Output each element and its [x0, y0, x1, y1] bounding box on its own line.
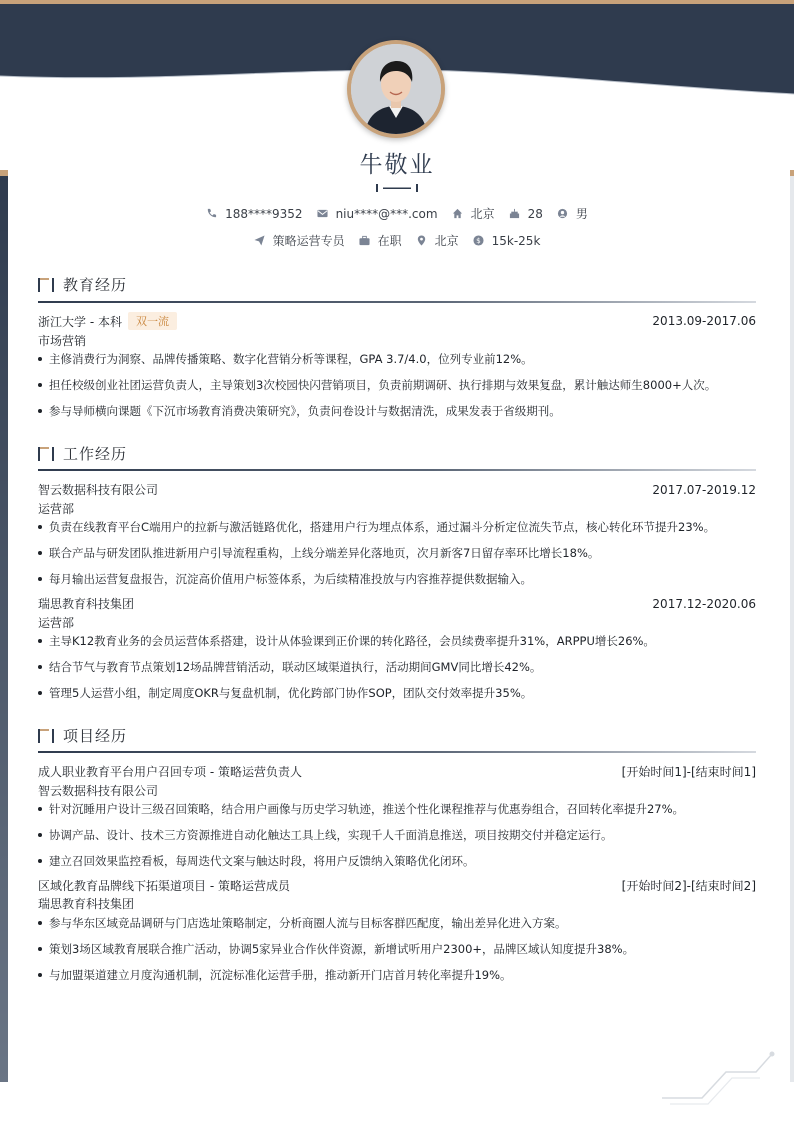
bullet-dot-icon	[38, 577, 42, 581]
list-item: 协调产品、设计、技术三方资源推进自动化触达工具上线，实现千人千面消息推送，项目按期交付并稳定运行。	[38, 827, 758, 843]
intent-position: 策略运营专员	[254, 232, 345, 249]
contact-info-row	[0, 205, 794, 222]
list-item: 针对沉睡用户设计三级召回策略，结合用户画像与历史学习轨迹，推送个性化课程推荐与优惠券组合，召回转化率提升27%。	[38, 801, 758, 817]
left-border-decoration	[0, 170, 8, 1082]
bullet-dot-icon	[38, 691, 42, 695]
bullet-dot-icon	[38, 551, 42, 555]
list-item: 策划3场区域教育展联合推广活动，协调5家异业合作伙伴资源，新增试听用户2300+，品牌区域认知度提升38%。	[38, 941, 758, 957]
bullet-dot-icon	[38, 921, 42, 925]
list-item: 联合产品与研发团队推进新用户引导流程重构，上线分端差异化落地页，次月新客7日留存率环比增长18%。	[38, 545, 758, 561]
project-period: [开始时间2]-[结束时间2]	[621, 879, 756, 893]
section-mark-icon	[38, 447, 54, 461]
home-icon	[452, 208, 463, 219]
list-item: 参与导师横向课题《下沉市场教育消费决策研究》，负责问卷设计与数据清洗，成果发表于省级期刊。	[38, 403, 758, 419]
contact-phone: 188****9352	[206, 207, 302, 221]
list-item: 每月输出运营复盘报告，沉淀高价值用户标签体系，为后续精准投放与内容推荐提供数据输入。	[38, 571, 758, 587]
contact-gender: 男	[557, 205, 588, 222]
bullet-dot-icon	[38, 525, 42, 529]
intent-status: 在职	[359, 232, 402, 249]
job-department: 运营部	[38, 616, 75, 630]
section-title-education: 教育经历	[38, 274, 127, 295]
job-intent-row	[0, 232, 794, 249]
money-icon	[473, 235, 484, 246]
company-name: 智云数据科技有限公司	[38, 483, 159, 497]
bullet-dot-icon	[38, 807, 42, 811]
project-organization: 智云数据科技有限公司	[38, 784, 159, 798]
section-mark-icon	[38, 729, 54, 743]
bullet-dot-icon	[38, 833, 42, 837]
company-name: 瑞思教育科技集团	[38, 597, 135, 611]
right-border-decoration	[790, 170, 794, 1082]
bullet-dot-icon	[38, 665, 42, 669]
list-item: 建立召回效果监控看板，每周迭代文案与触达时段，将用户反馈纳入策略优化闭环。	[38, 853, 758, 869]
send-icon	[254, 235, 265, 246]
job-department: 运营部	[38, 502, 75, 516]
bullet-dot-icon	[38, 383, 42, 387]
section-title-projects: 项目经历	[38, 725, 127, 746]
section-divider	[38, 301, 756, 303]
briefcase-icon	[359, 235, 370, 246]
avatar	[351, 44, 441, 134]
list-item: 主修消费行为洞察、品牌传播策略、数字化营销分析等课程，GPA 3.7/4.0，位列专业前12%。	[38, 351, 758, 367]
job-period: 2017.12-2020.06	[652, 596, 756, 611]
project-organization: 瑞思教育科技集团	[38, 897, 135, 911]
job-period: 2017.07-2019.12	[652, 482, 756, 497]
job-header	[38, 481, 756, 498]
intent-city: 北京	[416, 232, 459, 249]
contact-city: 北京	[452, 205, 495, 222]
svg-text:$: $	[475, 236, 481, 246]
contact-email: niu****@***.com	[317, 207, 438, 221]
list-item: 结合节气与教育节点策划12场品牌营销活动，联动区域渠道执行，活动期间GMV同比增长42%。	[38, 659, 758, 675]
phone-icon	[206, 208, 217, 219]
bullet-dot-icon	[38, 357, 42, 361]
project-name: 区域化教育品牌线下拓渠道项目 - 策略运营成员	[38, 879, 290, 893]
gender-icon	[557, 208, 568, 219]
list-item: 主导K12教育业务的会员运营体系搭建，设计从体验课到正价课的转化路径，会员续费率提升31%，ARPPU增长26%。	[38, 633, 758, 649]
list-item: 管理5人运营小组，制定周度OKR与复盘机制，优化跨部门协作SOP，团队交付效率提升35%。	[38, 685, 758, 701]
project-header	[38, 763, 756, 780]
list-item: 与加盟渠道建立月度沟通机制，沉淀标准化运营手册，推动新开门店首月转化率提升19%。	[38, 967, 758, 983]
mail-icon	[317, 208, 328, 219]
section-divider	[38, 469, 756, 471]
list-item: 负责在线教育平台C端用户的拉新与激活链路优化，搭建用户行为埋点体系，通过漏斗分析定位流失节点，核心转化环节提升23%。	[38, 519, 758, 535]
bullet-dot-icon	[38, 409, 42, 413]
section-divider	[38, 751, 756, 753]
project-period: [开始时间1]-[结束时间1]	[621, 765, 756, 779]
school-name: 浙江大学 - 本科	[38, 314, 122, 329]
project-header	[38, 877, 756, 894]
bullet-dot-icon	[38, 973, 42, 977]
avatar-portrait-icon	[351, 44, 441, 134]
project-name: 成人职业教育平台用户召回专项 - 策略运营负责人	[38, 765, 302, 779]
school-tag-badge: 双一流	[128, 312, 177, 330]
section-mark-icon	[38, 278, 54, 292]
contact-age: 28	[509, 207, 543, 221]
list-item: 参与华东区域竞品调研与门店选址策略制定，分析商圈人流与目标客群匹配度，输出差异化进入方案。	[38, 915, 758, 931]
bullet-dot-icon	[38, 859, 42, 863]
education-major: 市场营销	[38, 334, 87, 348]
candidate-name: 牛敬业	[359, 152, 435, 178]
bullet-dot-icon	[38, 639, 42, 643]
name-divider	[376, 182, 418, 194]
location-pin-icon	[416, 235, 427, 246]
intent-salary: $ 15k-25k	[473, 234, 541, 248]
cake-icon	[509, 208, 520, 219]
section-title-work: 工作经历	[38, 443, 127, 464]
avatar-frame	[347, 40, 445, 138]
corner-line-decoration	[660, 1050, 780, 1106]
list-item: 担任校级创业社团运营负责人，主导策划3次校园快闪营销项目，负责前期调研、执行排期与效果复盘，累计触达师生8000+人次。	[38, 377, 758, 393]
education-header	[38, 312, 756, 330]
bullet-dot-icon	[38, 947, 42, 951]
job-header	[38, 595, 756, 612]
education-period: 2013.09-2017.06	[652, 314, 756, 328]
